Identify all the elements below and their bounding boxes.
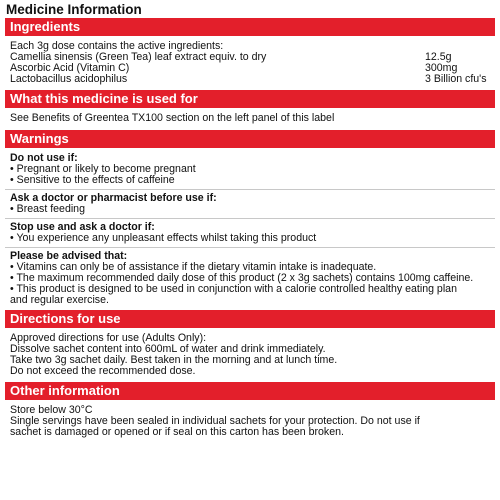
ask-doctor-title: Ask a doctor or pharmacist before use if: <box>10 192 217 204</box>
warning-item: • Breast feeding <box>10 203 85 215</box>
ingredient-row <box>5 74 495 85</box>
advice-item: • Vitamins can only be of assistance if the dietary vitamin intake is inadequate. <box>10 261 377 273</box>
stop-use-title: Stop use and ask a doctor if: <box>10 221 155 233</box>
directions-line: Do not exceed the recommended dose. <box>10 365 196 377</box>
divider <box>5 218 495 219</box>
ingredient-amount: 3 Billion cfu's <box>425 73 487 85</box>
other-info-header: Other information <box>5 382 495 400</box>
ingredient-amount: 12.5g <box>425 51 452 63</box>
other-info-line: Store below 30°C <box>10 404 93 416</box>
ingredient-name: Camellia sinensis (Green Tea) leaf extract equiv. to dry <box>10 51 267 63</box>
ingredient-name: Lactobacillus acidophilus <box>10 73 128 85</box>
advice-item: and regular exercise. <box>10 294 109 306</box>
do-not-use-title: Do not use if: <box>10 152 78 164</box>
medicine-information-label <box>5 2 495 438</box>
warnings-header: Warnings <box>5 130 495 148</box>
directions-line: Dissolve sachet content into 600mL of water and drink immediately. <box>10 343 326 355</box>
other-info-line: sachet is damaged or opened or if seal on this carton has been broken. <box>10 426 344 438</box>
directions-line: Take two 3g sachet daily. Best taken in the morning and at lunch time. <box>10 354 338 366</box>
use-text: See Benefits of Greentea TX100 section on the left panel of this label <box>10 112 335 124</box>
use-header: What this medicine is used for <box>5 90 495 108</box>
divider <box>5 189 495 190</box>
page-title: Medicine Information <box>6 2 142 17</box>
ingredient-amount: 300mg <box>425 62 458 74</box>
directions-header: Directions for use <box>5 310 495 328</box>
warning-item: • Sensitive to the effects of caffeine <box>10 174 175 186</box>
warning-item: • You experience any unpleasant effects whilst taking this product <box>10 232 317 244</box>
warning-item: • Pregnant or likely to become pregnant <box>10 163 196 175</box>
advice-item: • The maximum recommended daily dose of this product (2 x 3g sachets) contains 100mg caffeine. <box>10 272 474 284</box>
directions-line: Approved directions for use (Adults Only): <box>10 332 207 344</box>
advised-title: Please be advised that: <box>10 250 128 262</box>
ingredients-intro: Each 3g dose contains the active ingredients: <box>10 40 224 52</box>
advice-item: • This product is designed to be used in conjunction with a calorie controlled healthy eating plan <box>10 283 457 295</box>
divider <box>5 247 495 248</box>
ingredient-name: Ascorbic Acid (Vitamin C) <box>10 62 130 74</box>
other-info-line: Single servings have been sealed in individual sachets for your protection. Do not use if <box>10 415 420 427</box>
ingredients-header: Ingredients <box>5 18 495 36</box>
